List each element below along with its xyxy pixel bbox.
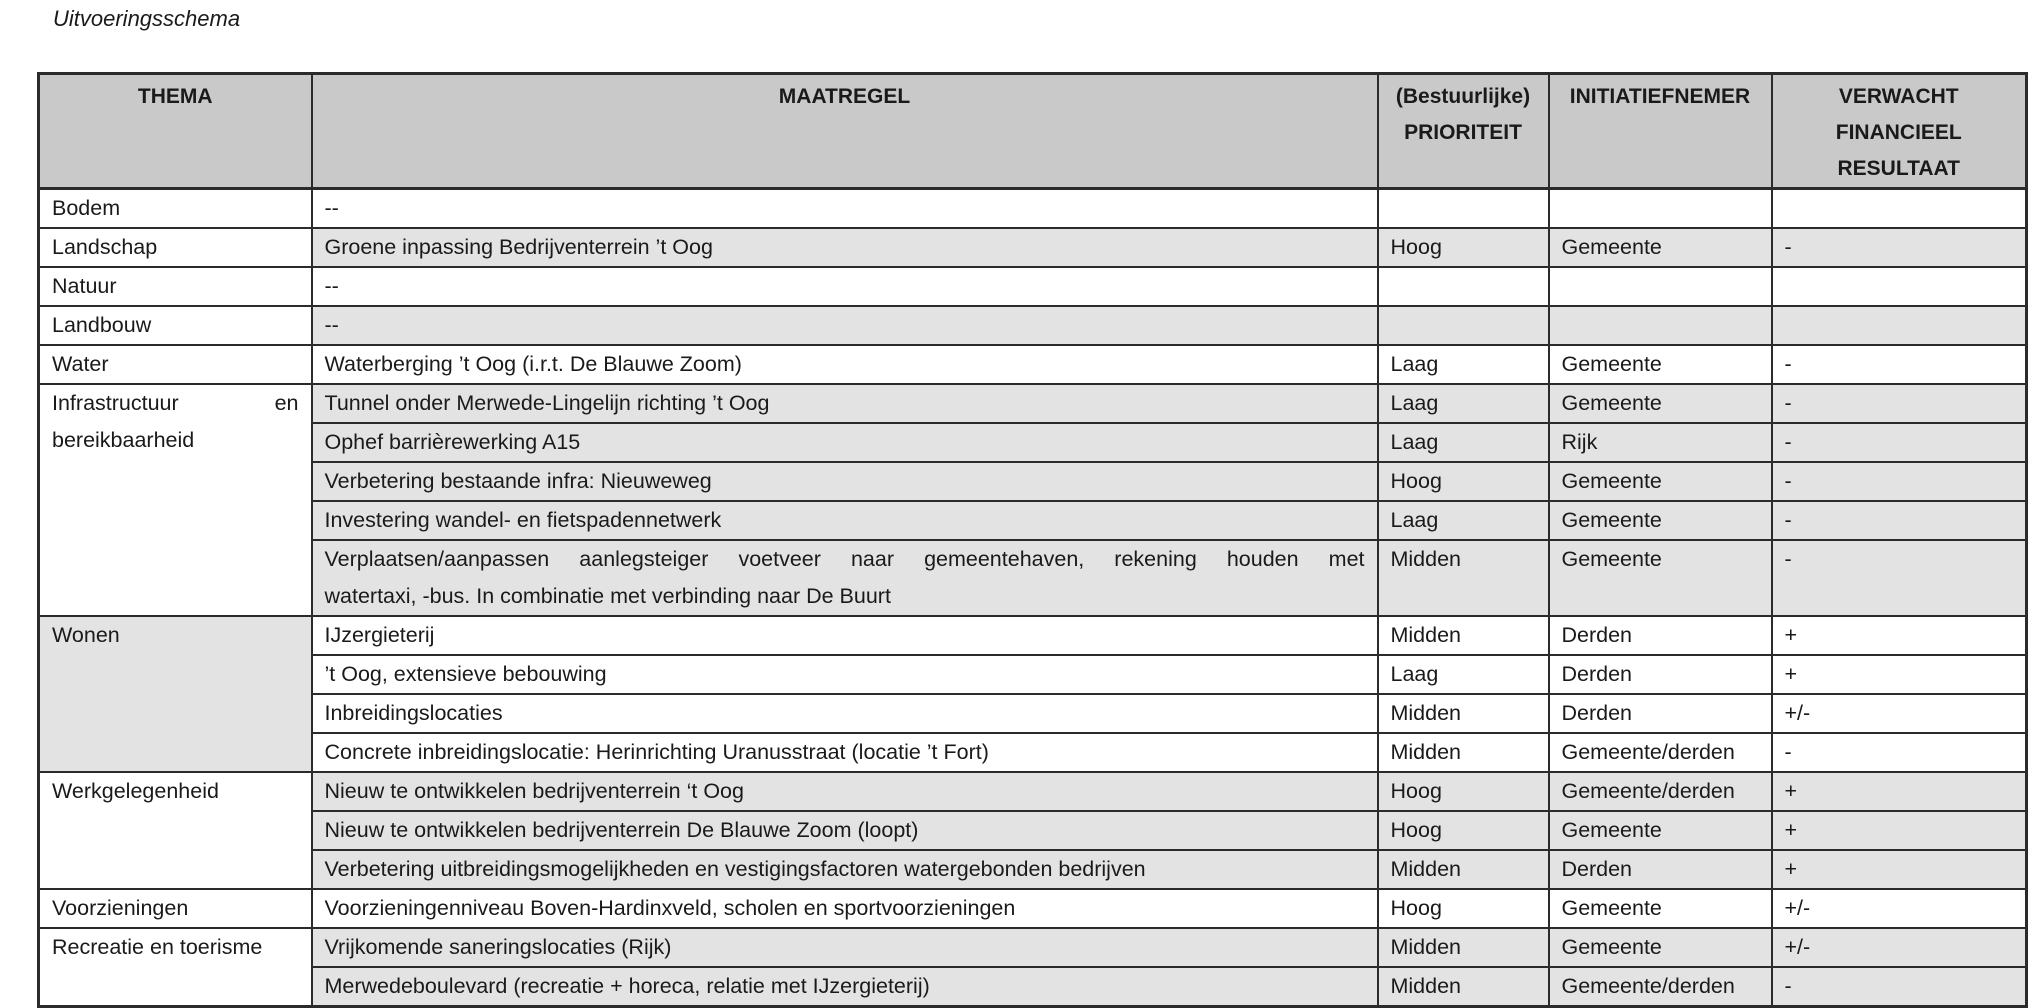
resultaat-cell: - (1772, 967, 2027, 1007)
maatregel-cell: -- (312, 267, 1378, 306)
thema-cell: Voorzieningen (39, 889, 312, 928)
thema-cell: Wonen (39, 616, 312, 772)
table-row (39, 228, 2027, 267)
resultaat-cell: - (1772, 540, 2027, 616)
header-resultaat-line2: FINANCIEEL (1835, 121, 1962, 144)
resultaat-cell (1772, 189, 2027, 229)
header-resultaat (1772, 74, 2027, 189)
table-row (39, 655, 2027, 694)
initiatiefnemer-cell: Gemeente (1549, 540, 1772, 616)
thema-cell: Werkgelegenheid (39, 772, 312, 889)
initiatiefnemer-cell: Gemeente (1549, 928, 1772, 967)
maatregel-cell: Waterberging ’t Oog (i.r.t. De Blauwe Zoom) (312, 345, 1378, 384)
prioriteit-cell: Midden (1378, 694, 1549, 733)
resultaat-cell: - (1772, 501, 2027, 540)
header-initiatiefnemer: INITIATIEFNEMER (1549, 74, 1772, 189)
prioriteit-cell (1378, 267, 1549, 306)
prioriteit-cell: Laag (1378, 345, 1549, 384)
maatregel-line: Verplaatsen/aanpassen aanlegsteiger voetveer naar gemeentehaven, rekening houden met (324, 547, 1365, 571)
prioriteit-cell: Midden (1378, 967, 1549, 1007)
prioriteit-cell: Hoog (1378, 462, 1549, 501)
initiatiefnemer-cell: Gemeente (1549, 889, 1772, 928)
maatregel-cell: Nieuw te ontwikkelen bedrijventerrein ‘t Oog (312, 772, 1378, 811)
thema-cell: Landbouw (39, 306, 312, 345)
maatregel-cell: Investering wandel- en fietspadennetwerk (312, 501, 1378, 540)
resultaat-cell: + (1772, 850, 2027, 889)
resultaat-cell: - (1772, 228, 2027, 267)
initiatiefnemer-cell: Rijk (1549, 423, 1772, 462)
maatregel-cell: -- (312, 306, 1378, 345)
thema-cell (39, 384, 312, 616)
resultaat-cell (1772, 267, 2027, 306)
table-row (39, 189, 2027, 229)
table-row (39, 501, 2027, 540)
table-caption: Uitvoeringsschema (53, 6, 241, 31)
header-thema: THEMA (39, 74, 312, 189)
maatregel-cell: Voorzieningenniveau Boven-Hardinxveld, scholen en sportvoorzieningen (312, 889, 1378, 928)
initiatiefnemer-cell: Gemeente/derden (1549, 967, 1772, 1007)
table-row (39, 540, 2027, 616)
initiatiefnemer-cell: Derden (1549, 616, 1772, 655)
maatregel-cell: Tunnel onder Merwede-Lingelijn richting ’t Oog (312, 384, 1378, 423)
table-row (39, 967, 2027, 1007)
header-row (39, 74, 2027, 189)
initiatiefnemer-cell: Derden (1549, 850, 1772, 889)
header-prioriteit (1378, 74, 1549, 189)
maatregel-cell: Verbetering bestaande infra: Nieuweweg (312, 462, 1378, 501)
prioriteit-cell: Laag (1378, 655, 1549, 694)
table-row (39, 345, 2027, 384)
maatregel-cell: ’t Oog, extensieve bebouwing (312, 655, 1378, 694)
resultaat-cell: + (1772, 655, 2027, 694)
prioriteit-cell: Midden (1378, 540, 1549, 616)
prioriteit-cell: Hoog (1378, 889, 1549, 928)
initiatiefnemer-cell (1549, 306, 1772, 345)
initiatiefnemer-cell: Gemeente/derden (1549, 772, 1772, 811)
initiatiefnemer-cell: Gemeente (1549, 345, 1772, 384)
maatregel-cell (312, 540, 1378, 616)
maatregel-cell: -- (312, 189, 1378, 229)
prioriteit-cell: Hoog (1378, 228, 1549, 267)
prioriteit-cell: Midden (1378, 616, 1549, 655)
prioriteit-cell (1378, 306, 1549, 345)
maatregel-cell: Ophef barrièrewerking A15 (312, 423, 1378, 462)
header-prioriteit-line2: PRIORITEIT (1404, 121, 1522, 144)
maatregel-cell: Vrijkomende saneringslocaties (Rijk) (312, 928, 1378, 967)
header-resultaat-line1: VERWACHT (1838, 85, 1959, 108)
table-row (39, 811, 2027, 850)
prioriteit-cell (1378, 189, 1549, 229)
table-row (39, 928, 2027, 967)
uitvoeringsschema-table (37, 72, 2028, 1008)
header-resultaat-line3: RESULTAAT (1837, 157, 1960, 180)
thema-line: Infrastructuur en (52, 391, 299, 415)
prioriteit-cell: Hoog (1378, 811, 1549, 850)
resultaat-cell: +/- (1772, 928, 2027, 967)
resultaat-cell: - (1772, 462, 2027, 501)
table-row (39, 306, 2027, 345)
thema-cell: Bodem (39, 189, 312, 229)
prioriteit-cell: Hoog (1378, 772, 1549, 811)
resultaat-cell: +/- (1772, 694, 2027, 733)
resultaat-cell: + (1772, 811, 2027, 850)
thema-cell: Water (39, 345, 312, 384)
prioriteit-cell: Laag (1378, 384, 1549, 423)
table-row (39, 772, 2027, 811)
initiatiefnemer-cell (1549, 189, 1772, 229)
resultaat-cell: + (1772, 616, 2027, 655)
table-row (39, 889, 2027, 928)
maatregel-cell: Verbetering uitbreidingsmogelijkheden en vestigingsfactoren watergebonden bedrijven (312, 850, 1378, 889)
table-row (39, 616, 2027, 655)
thema-cell: Natuur (39, 267, 312, 306)
prioriteit-cell: Midden (1378, 850, 1549, 889)
resultaat-cell: +/- (1772, 889, 2027, 928)
table-row (39, 462, 2027, 501)
resultaat-cell: - (1772, 345, 2027, 384)
prioriteit-cell: Laag (1378, 423, 1549, 462)
initiatiefnemer-cell: Gemeente (1549, 462, 1772, 501)
header-maatregel: MAATREGEL (312, 74, 1378, 189)
table-row (39, 267, 2027, 306)
resultaat-cell: + (1772, 772, 2027, 811)
resultaat-cell: - (1772, 733, 2027, 772)
table-row (39, 423, 2027, 462)
initiatiefnemer-cell: Gemeente (1549, 811, 1772, 850)
table-row (39, 733, 2027, 772)
thema-cell: Landschap (39, 228, 312, 267)
initiatiefnemer-cell: Derden (1549, 694, 1772, 733)
initiatiefnemer-cell: Gemeente (1549, 501, 1772, 540)
maatregel-cell: Groene inpassing Bedrijventerrein ’t Oog (312, 228, 1378, 267)
resultaat-cell: - (1772, 423, 2027, 462)
table-row (39, 694, 2027, 733)
initiatiefnemer-cell: Derden (1549, 655, 1772, 694)
resultaat-cell: - (1772, 384, 2027, 423)
prioriteit-cell: Midden (1378, 928, 1549, 967)
thema-line: bereikbaarheid (52, 428, 195, 452)
initiatiefnemer-cell: Gemeente/derden (1549, 733, 1772, 772)
header-prioriteit-line1: (Bestuurlijke) (1395, 85, 1531, 108)
table-row (39, 850, 2027, 889)
resultaat-cell (1772, 306, 2027, 345)
table-row (39, 384, 2027, 423)
maatregel-cell: Inbreidingslocaties (312, 694, 1378, 733)
initiatiefnemer-cell: Gemeente (1549, 384, 1772, 423)
maatregel-cell: Merwedeboulevard (recreatie + horeca, relatie met IJzergieterij) (312, 967, 1378, 1007)
prioriteit-cell: Laag (1378, 501, 1549, 540)
initiatiefnemer-cell: Gemeente (1549, 228, 1772, 267)
maatregel-cell: Concrete inbreidingslocatie: Herinrichting Uranusstraat (locatie ’t Fort) (312, 733, 1378, 772)
prioriteit-cell: Midden (1378, 733, 1549, 772)
initiatiefnemer-cell (1549, 267, 1772, 306)
maatregel-cell: Nieuw te ontwikkelen bedrijventerrein De Blauwe Zoom (loopt) (312, 811, 1378, 850)
maatregel-line: watertaxi, -bus. In combinatie met verbinding naar De Buurt (324, 584, 891, 608)
maatregel-cell: IJzergieterij (312, 616, 1378, 655)
thema-cell: Recreatie en toerisme (39, 928, 312, 1007)
